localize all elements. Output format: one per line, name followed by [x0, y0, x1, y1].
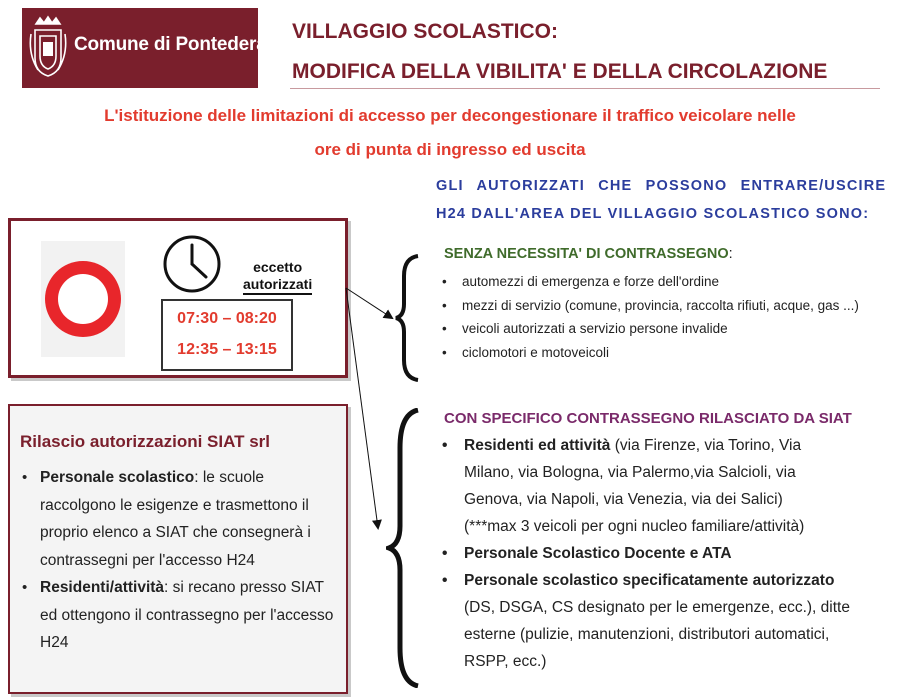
siat-authorization-panel	[8, 404, 348, 694]
list-item: • ciclomotori e motoveicoli	[440, 341, 880, 365]
with-badge-item-label: Personale scolastico specificatamente autorizzato	[464, 572, 835, 589]
time-slot-midday: 12:35 – 13:15	[177, 341, 277, 358]
list-item: • automezzi di emergenza e forze dell'ordine	[440, 270, 880, 294]
with-badge-list	[440, 432, 890, 675]
with-badge-item-text: (via Firenze, via Torino, Via Milano, via Bologna, via Palermo,via Salcioli, via Genova, via Napoli, via Venezia, via dei Salici)	[464, 437, 802, 508]
siat-item-label: Residenti/attività	[40, 579, 165, 596]
page-title-line2: MODIFICA DELLA VIBILITA' E DELLA CIRCOLAZIONE	[292, 60, 828, 83]
siat-item-text: : le scuole raccolgono le esigenze e trasmettono il proprio elenco a SIAT che consegnerà i contrassegni per l'accesso H24	[40, 469, 311, 569]
siat-title: Rilascio autorizzazioni SIAT srl	[20, 432, 271, 451]
with-badge-title: CON SPECIFICO CONTRASSEGNO RILASCIATO DA SIAT	[444, 410, 852, 427]
municipality-logo	[22, 8, 267, 88]
siat-list	[18, 464, 338, 657]
time-slot-morning: 07:30 – 08:20	[177, 310, 277, 327]
authorized-heading-line1: GLI AUTORIZZATI CHE POSSONO ENTRARE/USCIRE	[436, 178, 887, 194]
list-item: • mezzi di servizio (comune, provincia, raccolta rifiuti, acque, gas ...)	[440, 294, 880, 318]
title-divider	[290, 88, 880, 89]
authorized-heading-line2: H24 DALL'AREA DEL VILLAGGIO SCOLASTICO SONO:	[436, 206, 870, 222]
list-item: • veicoli autorizzati a servizio persone invalide	[440, 317, 880, 341]
subtitle-line1: L'istituzione delle limitazioni di accesso per decongestionare il traffico veicolare nelle	[104, 106, 796, 125]
traffic-sign-panel	[8, 218, 348, 378]
page-title-line1: VILLAGGIO SCOLASTICO:	[292, 20, 558, 43]
no-badge-title-text: SENZA NECESSITA' DI CONTRASSEGNO	[444, 246, 729, 262]
siat-item-label: Personale scolastico	[40, 469, 195, 486]
logo-text: Comune di Pontedera	[74, 34, 267, 55]
list-item	[18, 464, 338, 574]
with-badge-item-note: (***max 3 veicoli per ogni nucleo familiare/attività)	[464, 518, 805, 535]
exception-line1: eccetto	[253, 259, 303, 275]
clock-icon	[161, 233, 223, 295]
subtitle-line2: ore di punta di ingresso ed uscita	[314, 140, 586, 159]
no-vehicles-sign-icon	[41, 241, 125, 357]
list-item	[440, 567, 890, 675]
no-badge-title-suffix: :	[728, 246, 733, 262]
with-badge-item-note: (DS, DSGA, CS designato per le emergenze, ecc.), ditte esterne (pulizie, manutenzioni, distributori automatici, RSPP, ecc.)	[464, 599, 850, 670]
exception-line2: autorizzati	[243, 276, 312, 295]
list-item	[440, 432, 890, 540]
list-item	[18, 574, 338, 657]
restricted-times-box	[161, 299, 293, 371]
no-badge-list	[440, 270, 880, 364]
siat-item-text: : si recano presso SIAT ed ottengono il contrassegno per l'accesso H24	[40, 579, 334, 651]
no-badge-title	[444, 246, 733, 262]
with-badge-item-label: Residenti ed attività	[464, 437, 611, 454]
left-brace-icon	[386, 408, 420, 688]
crest-icon	[28, 14, 68, 80]
left-brace-icon	[394, 254, 420, 382]
exception-label	[243, 259, 312, 295]
with-badge-item-label: Personale Scolastico Docente e ATA	[464, 545, 732, 562]
list-item	[440, 540, 890, 567]
